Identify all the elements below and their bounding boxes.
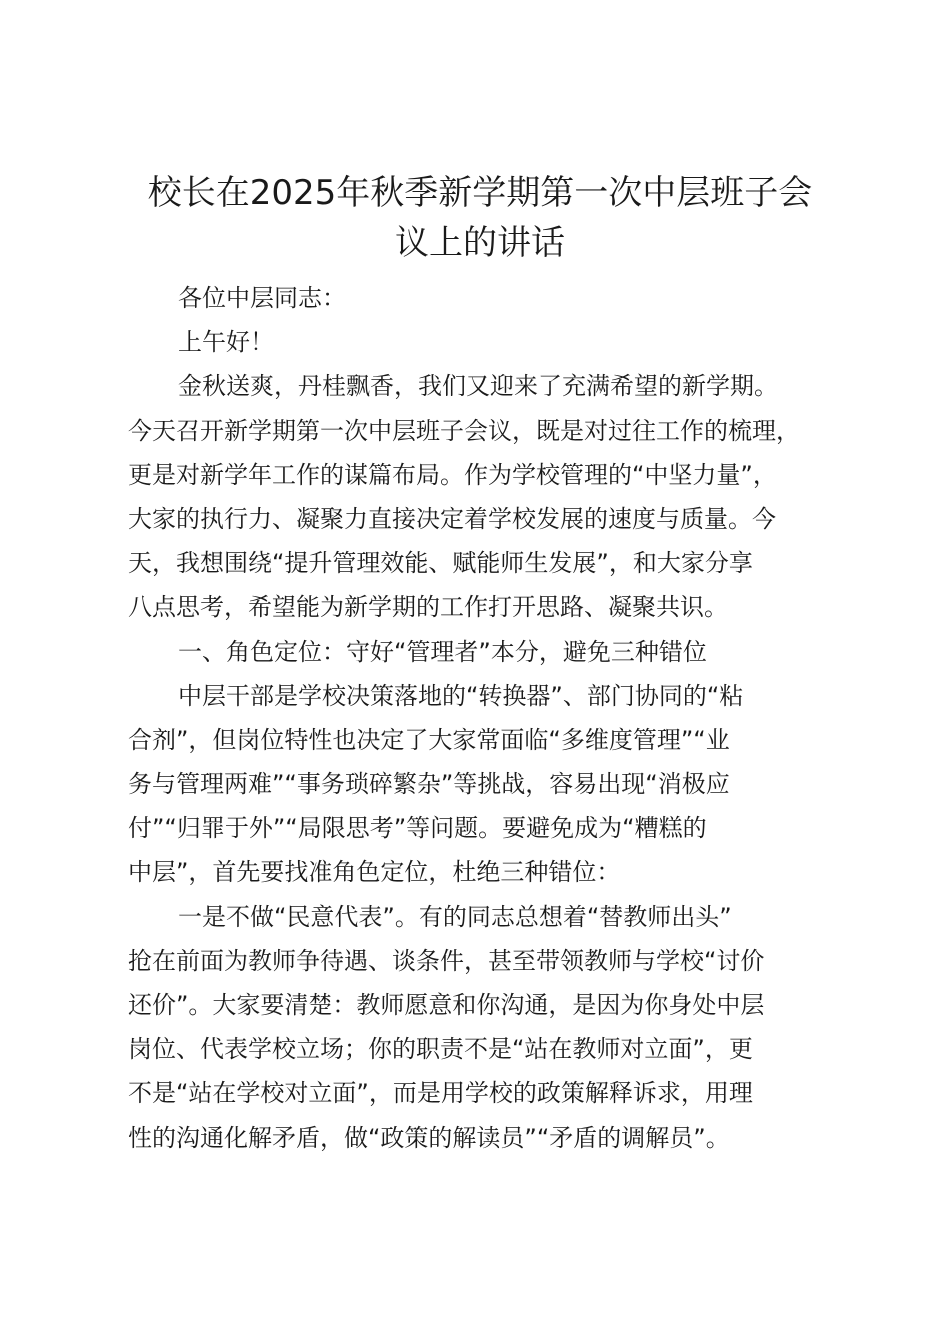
paragraph-intro-line: 八点思考，希望能为新学期的工作打开思路、凝聚共识。: [128, 593, 728, 622]
paragraph-point1-line: 不是“站在学校对立面”，而是用学校的政策解释诉求，用理: [128, 1079, 753, 1108]
paragraph-section1-line: 中层干部是学校决策落地的“转换器”、部门协同的“粘: [178, 681, 744, 710]
paragraph-section1-line: 合剂”，但岗位特性也决定了大家常面临“多维度管理”“业: [128, 725, 730, 754]
paragraph-point1-line: 还价”。大家要清楚：教师愿意和你沟通，是因为你身处中层: [128, 991, 765, 1019]
paragraph-intro-line: 更是对新学年工作的谋篇布局。作为学校管理的“中坚力量”，: [128, 460, 777, 489]
paragraph-section1-line: 付”“归罪于外”“局限思考”等问题。要避免成为“糟糕的: [128, 814, 707, 843]
greeting: 上午好！: [178, 328, 274, 357]
section-heading-1: 一、角色定位：守好“管理者”本分，避免三种错位: [178, 637, 707, 666]
paragraph-intro-line: 今天召开新学期第一次中层班子会议，既是对过往工作的梳理，: [128, 416, 800, 445]
document-title: [110, 168, 850, 268]
paragraph-point1-line: 一是不做“民意代表”。有的同志总想着“替教师出头”: [178, 902, 732, 931]
paragraph-intro-line: 金秋送爽，丹桂飘香，我们又迎来了充满希望的新学期。: [178, 372, 778, 401]
paragraph-intro-line: 大家的执行力、凝聚力直接决定着学校发展的速度与质量。今: [128, 504, 776, 533]
paragraph-section1-line: 务与管理两难”“事务琐碎繁杂”等挑战，容易出现“消极应: [128, 770, 730, 799]
paragraph-point1-line: 抢在前面为教师争待遇、谈条件，甚至带领教师与学校“讨价: [128, 946, 765, 975]
paragraph-point1-line: 岗位、代表学校立场；你的职责不是“站在教师对立面”，更: [128, 1035, 753, 1064]
document-body: [128, 276, 858, 1160]
salutation: 各位中层同志：: [178, 284, 346, 312]
paragraph-section1-line: 中层”，首先要找准角色定位，杜绝三种错位：: [128, 858, 621, 887]
paragraph-point1-line: 性的沟通化解矛盾，做“政策的解读员”“矛盾的调解员”。: [128, 1123, 730, 1152]
title-line-1: 校长在2025年秋季新学期第一次中层班子会: [147, 173, 813, 213]
title-line-2: 议上的讲话: [395, 223, 565, 263]
paragraph-intro-line: 天，我想围绕“提升管理效能、赋能师生发展”，和大家分享: [128, 549, 753, 578]
